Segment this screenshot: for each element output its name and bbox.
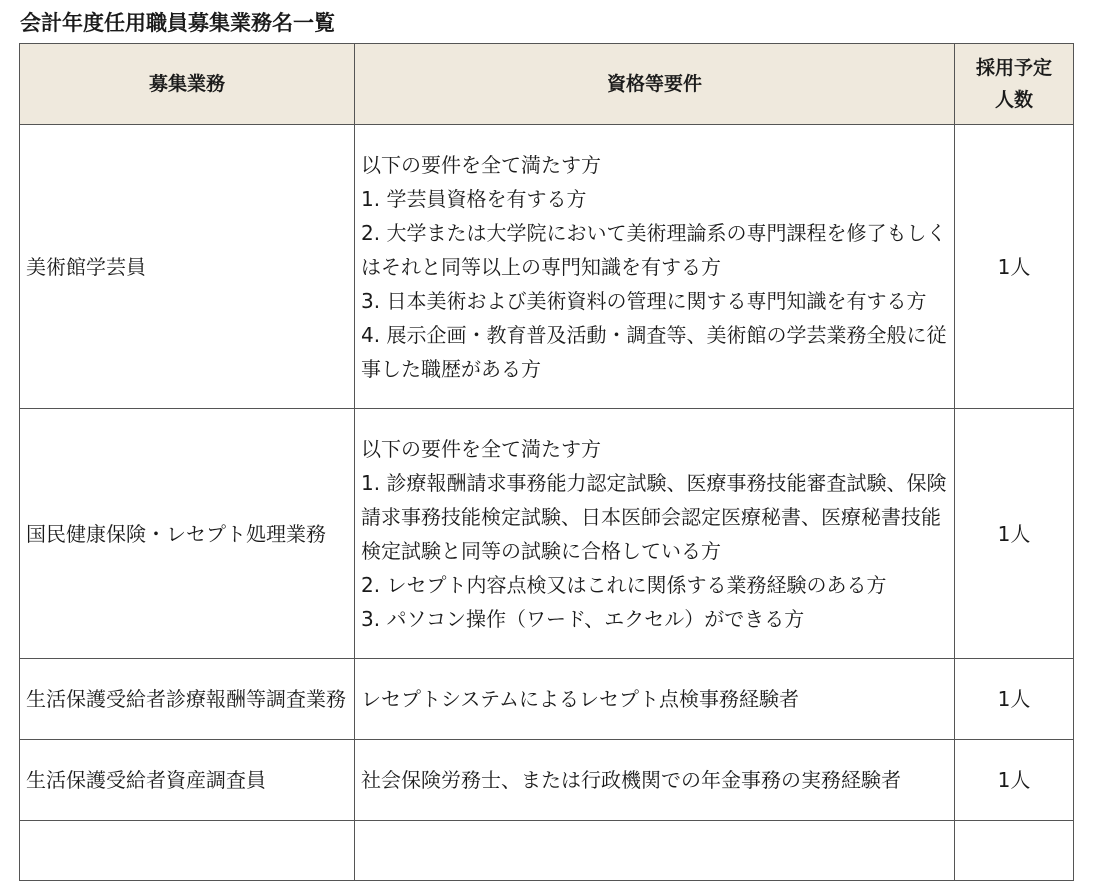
job-name: 生活保護受給者資産調査員 <box>20 740 355 821</box>
requirement-line: 1. 診療報酬請求事務能力認定試験、医療事務技能審査試験、保険請求事務技能検定試験、日本医師会認定医療秘書、医療秘書技能検定試験と同等の試験に合格している方 <box>361 470 947 563</box>
table-row <box>20 821 1074 881</box>
hire-count: 1人 <box>955 659 1074 740</box>
requirement-line: 4. 展示企画・教育普及活動・調査等、美術館の学芸業務全般に従事した職歴がある方 <box>361 322 947 381</box>
requirement-line: 3. パソコン操作（ワード、エクセル）ができる方 <box>361 606 805 631</box>
requirement-line: 1. 学芸員資格を有する方 <box>361 186 587 211</box>
header-requirements: 資格等要件 <box>355 44 955 125</box>
requirement-line: 2. 大学または大学院において美術理論系の専門課程を修了もしくはそれと同等以上の専門知識を有する方 <box>361 220 947 279</box>
requirements-cell <box>355 125 955 409</box>
requirements-cell <box>355 740 955 821</box>
hire-count: 1人 <box>955 740 1074 821</box>
table-row <box>20 409 1074 659</box>
page-title: 会計年度任用職員募集業務名一覧 <box>20 11 335 35</box>
hire-count: 1人 <box>955 125 1074 409</box>
job-name <box>20 821 355 881</box>
requirements-cell <box>355 821 955 881</box>
hire-count <box>955 821 1074 881</box>
requirements-cell <box>355 659 955 740</box>
requirement-line: 以下の要件を全て満たす方 <box>361 152 601 177</box>
job-name: 国民健康保険・レセプト処理業務 <box>20 409 355 659</box>
hire-count: 1人 <box>955 409 1074 659</box>
header-count <box>955 44 1074 125</box>
header-job: 募集業務 <box>20 44 355 125</box>
job-name: 生活保護受給者診療報酬等調査業務 <box>20 659 355 740</box>
table-row <box>20 740 1074 821</box>
table-row <box>20 659 1074 740</box>
table-header-row <box>20 44 1074 125</box>
requirement-line: レセプトシステムによるレセプト点検事務経験者 <box>361 687 799 711</box>
requirement-line: 2. レセプト内容点検又はこれに関係する業務経験のある方 <box>361 572 887 597</box>
recruitment-table <box>19 43 1074 881</box>
header-count-line2: 人数 <box>994 89 1033 111</box>
requirement-line: 3. 日本美術および美術資料の管理に関する専門知識を有する方 <box>361 288 927 313</box>
requirements-cell <box>355 409 955 659</box>
requirement-line: 社会保険労務士、または行政機関での年金事務の実務経験者 <box>361 768 901 792</box>
job-name: 美術館学芸員 <box>20 125 355 409</box>
requirement-line: 以下の要件を全て満たす方 <box>361 436 601 461</box>
table-row <box>20 125 1074 409</box>
header-count-line1: 採用予定 <box>975 57 1052 79</box>
